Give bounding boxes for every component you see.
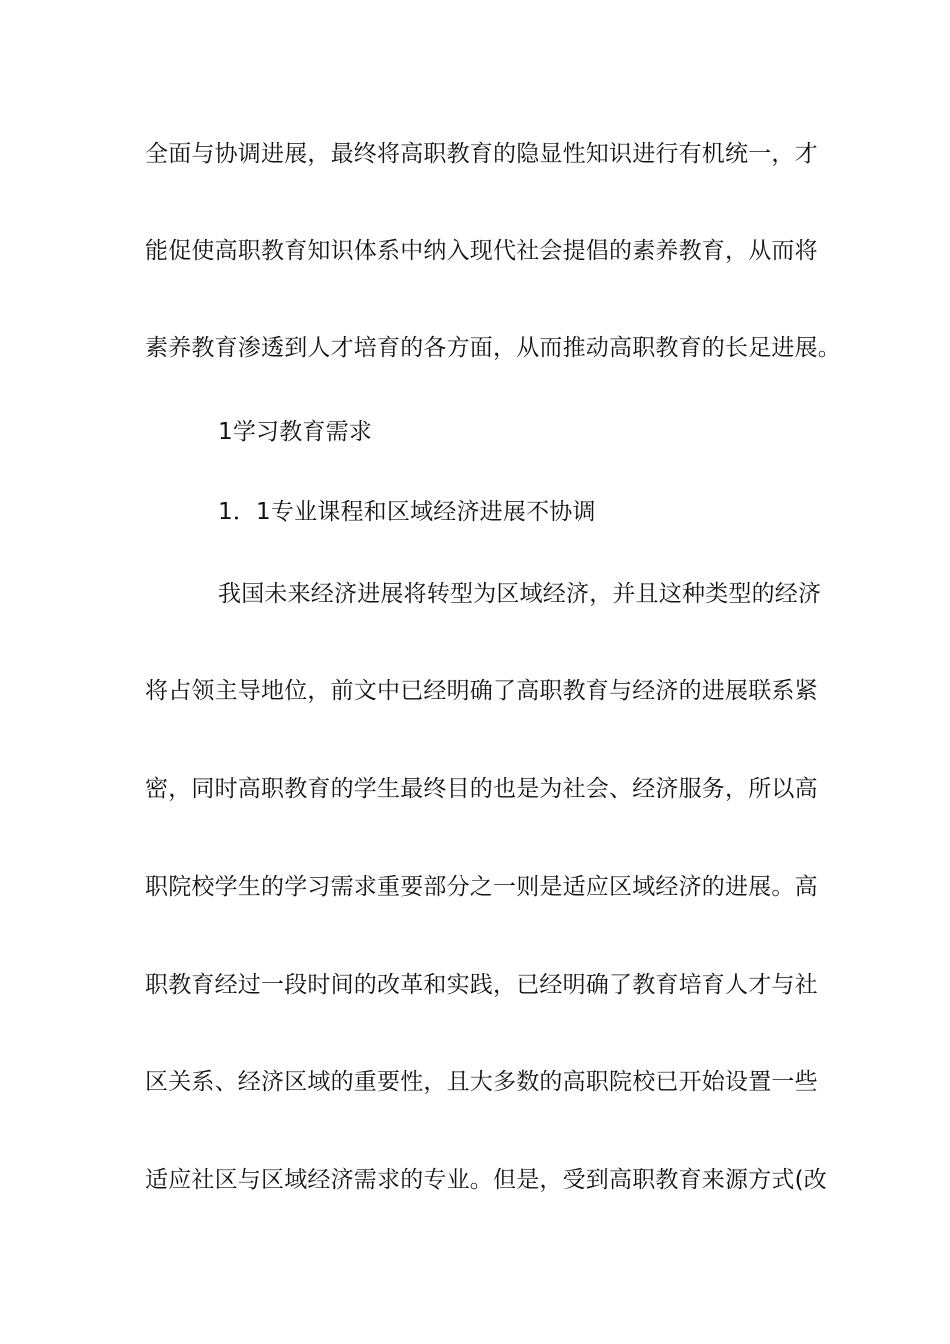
- paragraph-line-8: 密，同时高职教育的学生最终目的也是为社会、经济服务，所以高: [145, 776, 818, 802]
- paragraph-line-10: 职教育经过一段时间的改革和实践，已经明确了教育培育人才与社: [145, 972, 818, 998]
- paragraph-line-9: 职院校学生的学习需求重要部分之一则是适应区域经济的进展。高: [145, 874, 818, 900]
- paragraph-line-1: 全面与协调进展，最终将高职教育的隐显性知识进行有机统一，才: [145, 141, 818, 167]
- paragraph-line-2: 能促使高职教育知识体系中纳入现代社会提倡的素养教育，从而将: [145, 238, 818, 264]
- paragraph-line-11: 区关系、经济区域的重要性，且大多数的高职院校已开始设置一些: [145, 1069, 818, 1095]
- paragraph-line-6: 我国未来经济进展将转型为区域经济，并且这种类型的经济: [218, 581, 822, 607]
- paragraph-line-7: 将占领主导地位，前文中已经明确了高职教育与经济的进展联系紧: [145, 678, 818, 704]
- subsection-heading: 1．1专业课程和区域经济进展不协调: [218, 499, 596, 525]
- paragraph-line-12: 适应社区与区域经济需求的专业。但是，受到高职教育来源方式(改: [145, 1167, 827, 1193]
- paragraph-line-3: 素养教育渗透到人才培育的各方面，从而推动高职教育的长足进展。: [145, 335, 841, 361]
- section-heading: 1学习教育需求: [218, 419, 373, 445]
